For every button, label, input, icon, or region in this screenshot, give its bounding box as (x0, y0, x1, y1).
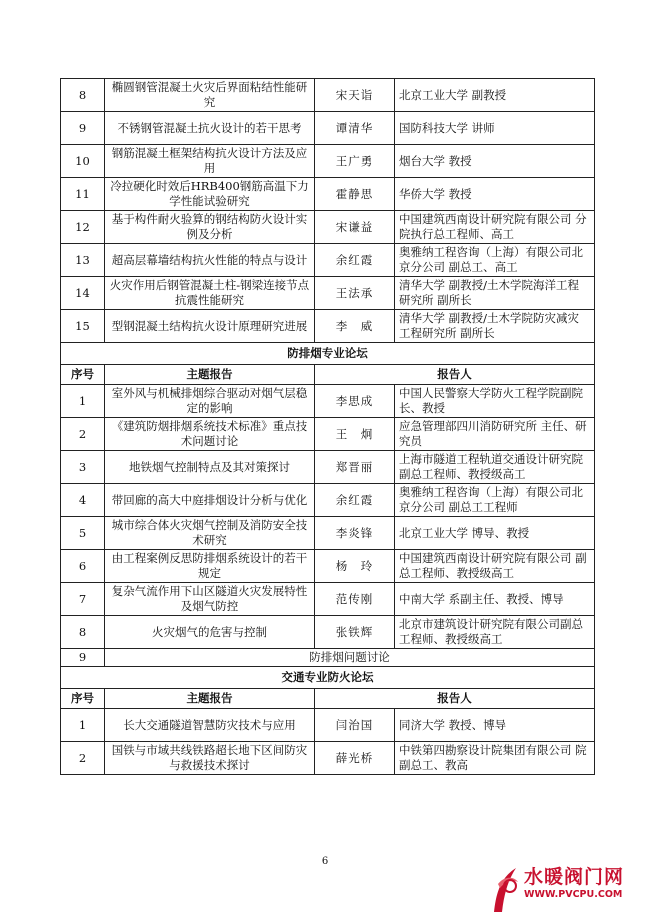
speaker-affiliation: 中国人民警察大学防火工程学院副院长、教授 (395, 385, 595, 418)
column-header-speaker: 报告人 (315, 689, 595, 709)
table-row (61, 484, 595, 517)
speaker-affiliation: 应急管理部四川消防研究所 主任、研究员 (395, 418, 595, 451)
column-header-number: 序号 (61, 689, 105, 709)
report-topic: 超高层幕墙结构抗火性能的特点与设计 (105, 244, 315, 277)
watermark-url: WWW.PVCPU.COM (524, 889, 623, 900)
speaker-name: 宋谦益 (315, 211, 395, 244)
section-title-row (61, 343, 595, 365)
speaker-affiliation: 烟台大学 教授 (395, 145, 595, 178)
table-row (61, 517, 595, 550)
table-row (61, 649, 595, 667)
speaker-name: 杨 玲 (315, 550, 395, 583)
report-topic: 火灾作用后钢管混凝土柱-钢梁连接节点抗震性能研究 (105, 277, 315, 310)
row-number: 2 (61, 418, 105, 451)
speaker-name: 李炎锋 (315, 517, 395, 550)
column-header-number: 序号 (61, 365, 105, 385)
row-number: 7 (61, 583, 105, 616)
watermark-title: 水暖阀门网 (524, 866, 625, 888)
table-header-row (61, 689, 595, 709)
report-topic: 椭圆钢管混凝土火灾后界面粘结性能研究 (105, 79, 315, 112)
speaker-name: 王 炯 (315, 418, 395, 451)
table-row (61, 451, 595, 484)
report-topic: 城市综合体火灾烟气控制及消防安全技术研究 (105, 517, 315, 550)
row-number: 6 (61, 550, 105, 583)
watermark-logo[interactable] (488, 862, 650, 920)
speaker-name: 李思成 (315, 385, 395, 418)
report-topic: 由工程案例反思防排烟系统设计的若干规定 (105, 550, 315, 583)
speaker-affiliation: 同济大学 教授、博导 (395, 709, 595, 742)
row-number: 5 (61, 517, 105, 550)
report-topic: 长大交通隧道智慧防灾技术与应用 (105, 709, 315, 742)
speaker-affiliation: 国防科技大学 讲师 (395, 112, 595, 145)
report-topic: 地铁烟气控制特点及其对策探讨 (105, 451, 315, 484)
speaker-name: 李 威 (315, 310, 395, 343)
section-title: 防排烟专业论坛 (61, 343, 595, 365)
speaker-affiliation: 北京市建筑设计研究院有限公司副总工程师、教授级高工 (395, 616, 595, 649)
speaker-name: 宋天诣 (315, 79, 395, 112)
discussion-topic: 防排烟问题讨论 (105, 649, 595, 667)
table-row (61, 583, 595, 616)
row-number: 2 (61, 742, 105, 775)
speaker-name: 余红霞 (315, 244, 395, 277)
row-number: 12 (61, 211, 105, 244)
section-title: 交通专业防火论坛 (61, 667, 595, 689)
report-topic: 钢筋混凝土框架结构抗火设计方法及应用 (105, 145, 315, 178)
table-row (61, 616, 595, 649)
table-row (61, 709, 595, 742)
speaker-affiliation: 清华大学 副教授/土木学院海洋工程研究所 副所长 (395, 277, 595, 310)
table-row (61, 79, 595, 112)
schedule-table (60, 78, 595, 775)
speaker-name: 谭清华 (315, 112, 395, 145)
speaker-affiliation: 上海市隧道工程轨道交通设计研究院 副总工程师、教授级高工 (395, 451, 595, 484)
column-header-topic: 主题报告 (105, 689, 315, 709)
row-number: 14 (61, 277, 105, 310)
table-row (61, 277, 595, 310)
row-number: 9 (61, 649, 105, 667)
speaker-name: 薛光桥 (315, 742, 395, 775)
row-number: 1 (61, 709, 105, 742)
speaker-affiliation: 中铁第四勘察设计院集团有限公司 院副总工、教高 (395, 742, 595, 775)
valve-logo-icon (488, 864, 522, 916)
speaker-name: 范传刚 (315, 583, 395, 616)
row-number: 11 (61, 178, 105, 211)
speaker-affiliation: 中南大学 系副主任、教授、博导 (395, 583, 595, 616)
speaker-name: 郑晋丽 (315, 451, 395, 484)
report-topic: 冷拉硬化时效后HRB400钢筋高温下力学性能试验研究 (105, 178, 315, 211)
report-topic: 型钢混凝土结构抗火设计原理研究进展 (105, 310, 315, 343)
report-topic: 带回廊的高大中庭排烟设计分析与优化 (105, 484, 315, 517)
table-row (61, 310, 595, 343)
report-topic: 国铁与市域共线铁路超长地下区间防灾与救援技术探讨 (105, 742, 315, 775)
table-row (61, 385, 595, 418)
row-number: 13 (61, 244, 105, 277)
report-topic: 《建筑防烟排烟系统技术标准》重点技术问题讨论 (105, 418, 315, 451)
speaker-affiliation: 奥雅纳工程咨询（上海）有限公司北京分公司 副总工工程师 (395, 484, 595, 517)
speaker-affiliation: 北京工业大学 博导、教授 (395, 517, 595, 550)
speaker-name: 霍静思 (315, 178, 395, 211)
row-number: 3 (61, 451, 105, 484)
speaker-name: 王法承 (315, 277, 395, 310)
report-topic: 基于构件耐火验算的钢结构防火设计实例及分析 (105, 211, 315, 244)
section-title-row (61, 667, 595, 689)
row-number: 4 (61, 484, 105, 517)
row-number: 10 (61, 145, 105, 178)
table-row (61, 550, 595, 583)
table-row (61, 145, 595, 178)
report-topic: 火灾烟气的危害与控制 (105, 616, 315, 649)
speaker-affiliation: 中国建筑西南设计研究院有限公司 副总工程师、教授级高工 (395, 550, 595, 583)
column-header-topic: 主题报告 (105, 365, 315, 385)
row-number: 1 (61, 385, 105, 418)
row-number: 15 (61, 310, 105, 343)
speaker-affiliation: 北京工业大学 副教授 (395, 79, 595, 112)
speaker-name: 王广勇 (315, 145, 395, 178)
speaker-name: 张铁辉 (315, 616, 395, 649)
row-number: 9 (61, 112, 105, 145)
table-row (61, 211, 595, 244)
report-topic: 室外风与机械排烟综合驱动对烟气层稳定的影响 (105, 385, 315, 418)
column-header-speaker: 报告人 (315, 365, 595, 385)
speaker-affiliation: 奥雅纳工程咨询（上海）有限公司北京分公司 副总工、高工 (395, 244, 595, 277)
speaker-name: 余红霞 (315, 484, 395, 517)
speaker-affiliation: 中国建筑西南设计研究院有限公司 分院执行总工程师、高工 (395, 211, 595, 244)
table-header-row (61, 365, 595, 385)
table-row (61, 244, 595, 277)
speaker-affiliation: 清华大学 副教授/土木学院防灾减灾工程研究所 副所长 (395, 310, 595, 343)
row-number: 8 (61, 79, 105, 112)
table-row (61, 742, 595, 775)
page-number: 6 (321, 856, 329, 867)
row-number: 8 (61, 616, 105, 649)
report-topic: 复杂气流作用下山区隧道火灾发展特性及烟气防控 (105, 583, 315, 616)
report-topic: 不锈钢管混凝土抗火设计的若干思考 (105, 112, 315, 145)
speaker-name: 闫治国 (315, 709, 395, 742)
table-row (61, 418, 595, 451)
table-row (61, 178, 595, 211)
schedule-document (60, 78, 594, 775)
speaker-affiliation: 华侨大学 教授 (395, 178, 595, 211)
table-row (61, 112, 595, 145)
